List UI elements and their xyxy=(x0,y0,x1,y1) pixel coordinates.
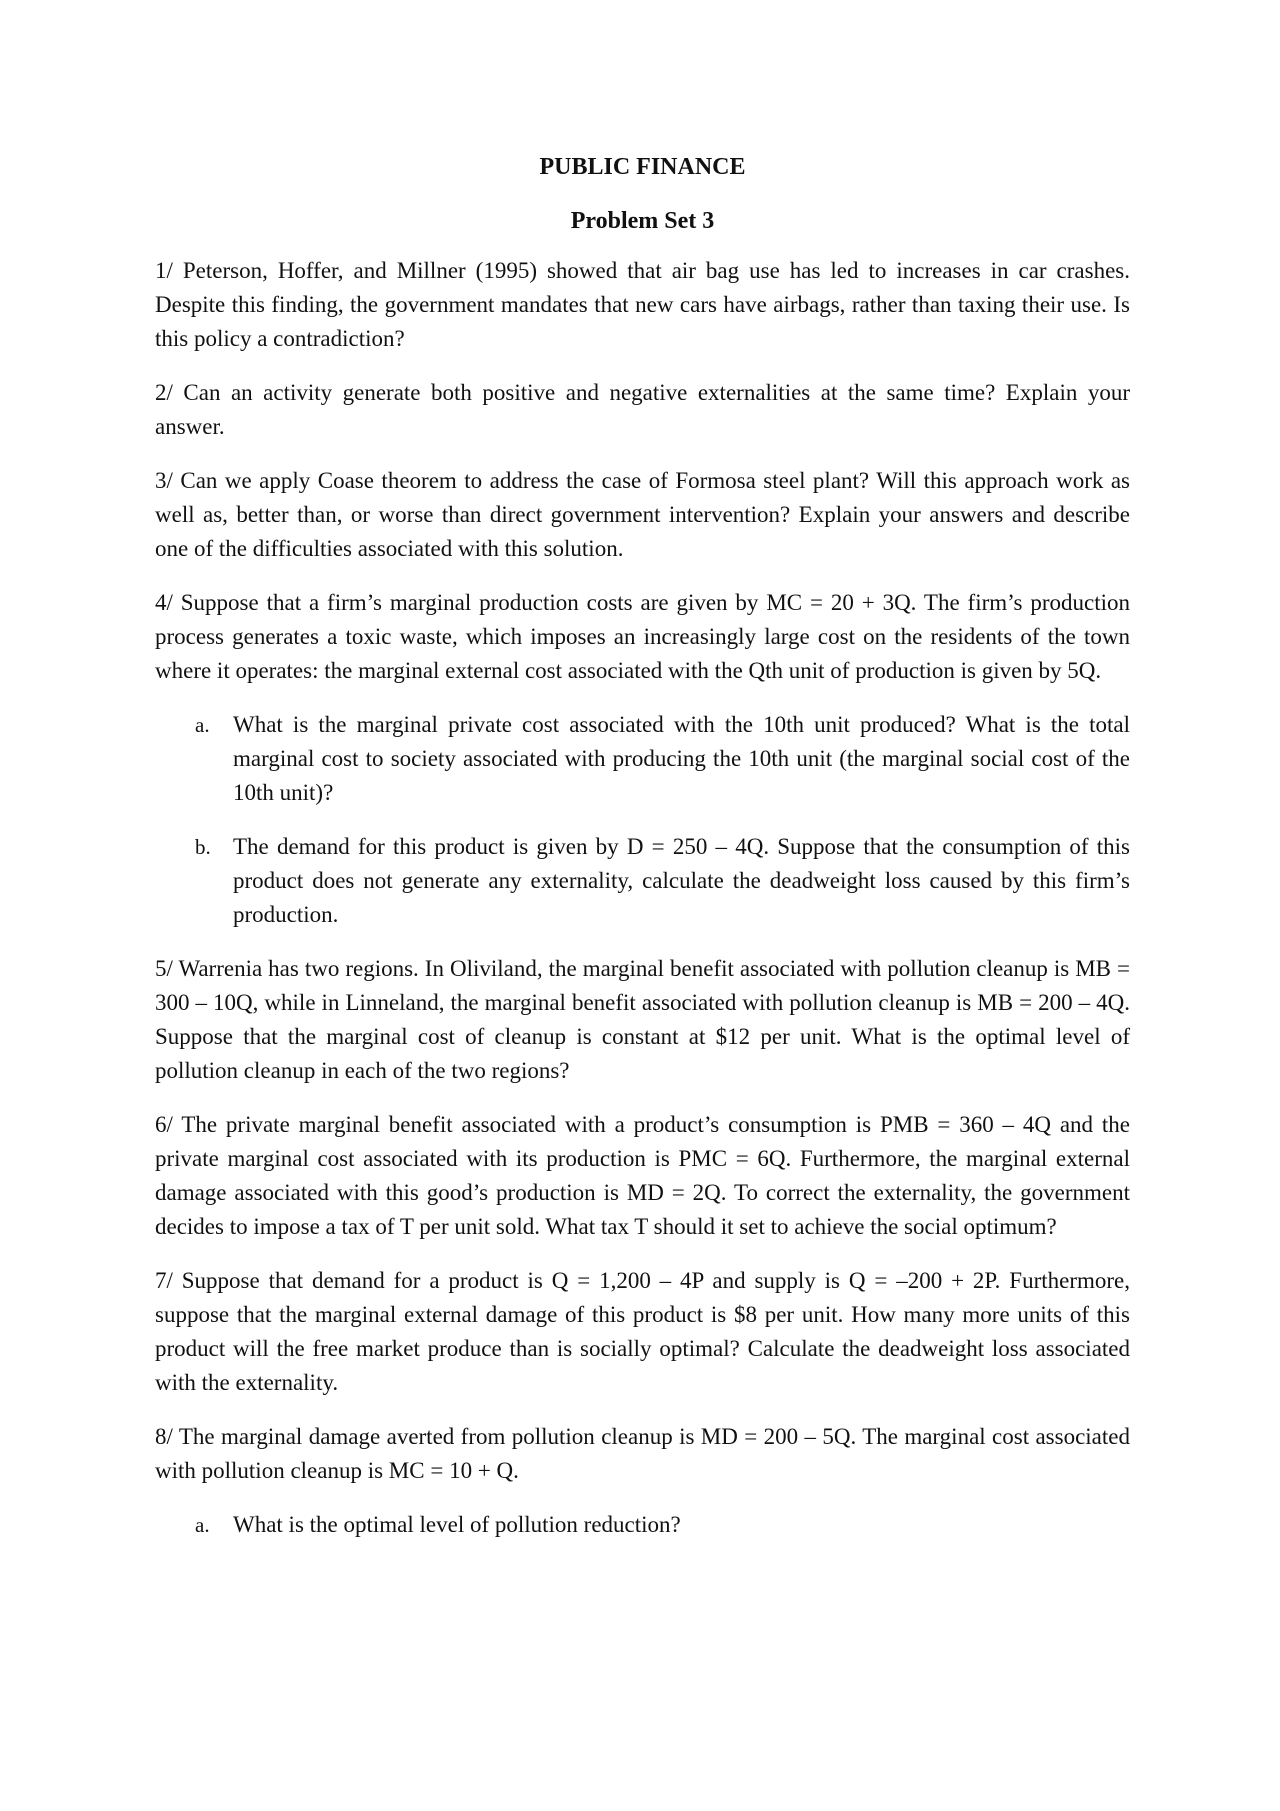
question-8a-letter: a. xyxy=(195,1513,210,1537)
question-8: 8/ The marginal damage averted from pollution cleanup is MD = 200 – 5Q. The marginal cost associated with pollution cleanup is MC = 10 + Q. xyxy=(155,1424,1130,1483)
document-title: PUBLIC FINANCE xyxy=(539,154,746,180)
question-4: 4/ Suppose that a firm’s marginal production costs are given by MC = 20 + 3Q. The firm’s production process generates a toxic waste, which imposes an increasingly large cost on the residents of the town where it operates: the marginal external cost associated with the Qth unit of production is given by 5Q. xyxy=(155,590,1130,683)
question-2: 2/ Can an activity generate both positive and negative externalities at the same time? Explain your answer. xyxy=(155,380,1130,439)
question-3: 3/ Can we apply Coase theorem to address the case of Formosa steel plant? Will this approach work as well as, better than, or worse than direct government intervention? Explain your answers and describe one of the difficulties associated with this solution. xyxy=(155,468,1130,561)
question-6: 6/ The private marginal benefit associated with a product’s consumption is PMB = 360 – 4Q and the private marginal cost associated with its production is PMC = 6Q. Furthermore, the marginal external damage associated with this good’s production is MD = 2Q. To correct the externality, the government decides to impose a tax of T per unit sold. What tax T should it set to achieve the social optimum? xyxy=(155,1112,1130,1239)
question-5: 5/ Warrenia has two regions. In Oliviland, the marginal benefit associated with pollution cleanup is MB = 300 – 10Q, while in Linneland, the marginal benefit associated with pollution cleanup is MB = 200 – 4Q. Suppose that the marginal cost of cleanup is constant at $12 per unit. What is the optimal level of pollution cleanup in each of the two regions? xyxy=(155,956,1130,1083)
question-4a xyxy=(155,708,1130,810)
question-8a xyxy=(155,1508,1130,1542)
question-4a-letter: a. xyxy=(195,713,210,737)
document-subtitle: Problem Set 3 xyxy=(570,208,715,234)
question-4b-letter: b. xyxy=(195,835,211,859)
question-4b xyxy=(155,830,1130,932)
question-4b-text: The demand for this product is given by D = 250 – 4Q. Suppose that the consumption of this product does not generate any externality, calculate the deadweight loss caused by this firm’s production. xyxy=(233,834,1130,927)
question-1: 1/ Peterson, Hoffer, and Millner (1995) showed that air bag use has led to increases in car crashes. Despite this finding, the government mandates that new cars have airbags, rather than taxing their use. Is this policy a contradiction? xyxy=(155,258,1130,351)
document-page xyxy=(155,150,1130,1562)
question-7: 7/ Suppose that demand for a product is Q = 1,200 – 4P and supply is Q = –200 + 2P. Furthermore, suppose that the marginal external damage of this product is $8 per unit. How many more units of this product will the free market produce than is socially optimal? Calculate the deadweight loss associated with the externality. xyxy=(155,1268,1130,1395)
question-4a-text: What is the marginal private cost associated with the 10th unit produced? What is the total marginal cost to society associated with producing the 10th unit (the marginal social cost of the 10th unit)? xyxy=(233,712,1130,805)
question-8a-text: What is the optimal level of pollution reduction? xyxy=(233,1512,681,1537)
